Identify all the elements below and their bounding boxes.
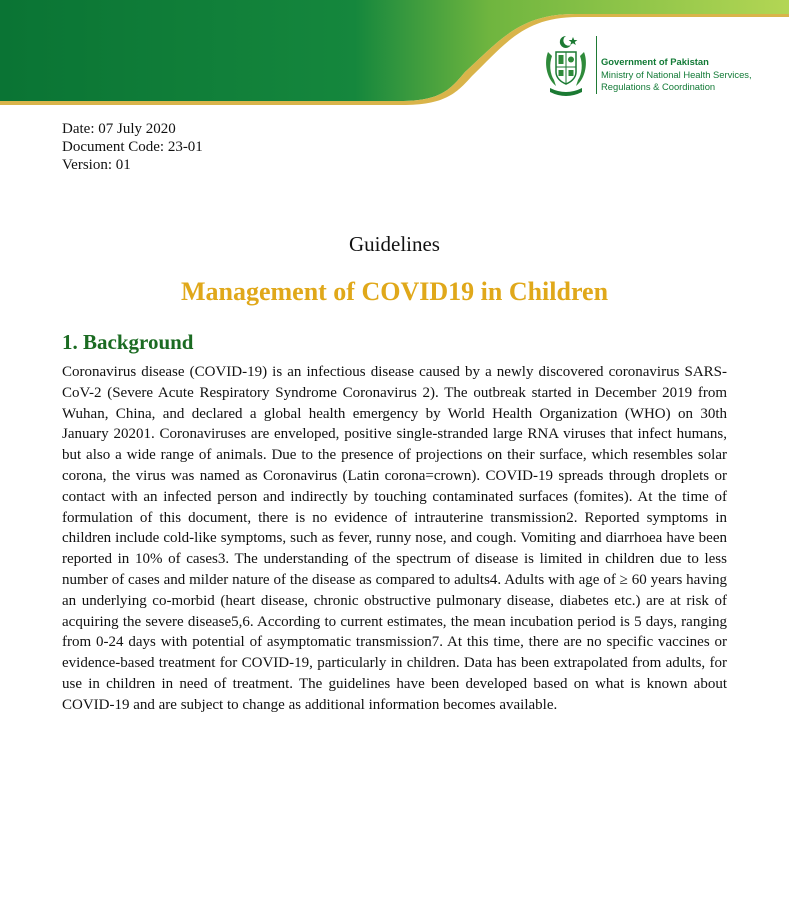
government-logo — [540, 34, 780, 98]
document-code: Document Code: 23-01 — [62, 139, 203, 155]
ministry-line-2: Regulations & Coordination — [601, 81, 716, 92]
logo-divider — [596, 36, 597, 94]
pakistan-state-emblem-icon — [540, 34, 592, 98]
org-name: Government of Pakistan — [601, 56, 709, 67]
ministry-line-1: Ministry of National Health Services, — [601, 68, 752, 80]
section-heading: 1. Background — [62, 330, 194, 354]
document-date: Date: 07 July 2020 — [62, 121, 176, 137]
document-label: Guidelines — [349, 232, 440, 256]
document-title: Management of COVID19 in Children — [180, 277, 609, 306]
document-version: Version: 01 — [62, 157, 131, 173]
government-text — [601, 56, 781, 94]
document-meta — [62, 120, 203, 174]
section-body-paragraph: Coronavirus disease (COVID-19) is an infectious disease caused by a newly discovered coronavirus SARS-CoV-2 (Severe Acute Respiratory Syndrome Coronavirus 2). The outbreak started in December 2019 from Wuhan, China, and declared a global health emergency by World Health Organization (WHO) on 30th January 20201. Coronaviruses are enveloped, positive single-stranded large RNA viruses that infect humans, but also a wide range of animals. Due to the presence of projections on their surface, which resembles solar corona, the virus was named as Coronavirus (Latin corona=crown). COVID-19 spreads through droplets or contact with an infected person and indirectly by touching contaminated surfaces (fomites). At the time of formulation of this document, there is no evidence of intrauterine transmission2. Reported symptoms in children include cold-like symptoms, such as fever, runny nose, and cough. Vomiting and diarrhoea have been reported in 10% of cases3. The understanding of the spectrum of disease is limited in children due to less number of cases and milder nature of the disease as compared to adults4. Adults with age of ≥ 60 years having an underlying co-morbid (heart disease, chronic obstructive pulmonary disease, diabetes etc.) are at risk of acquiring the severe disease5,6. According to current estimates, the mean incubation period is 5 days, ranging from 0-24 days with potential of asymptomatic transmission7. At this time, there are no specific vaccines or evidence-based treatment for COVID-19, particularly in children. Data has been extrapolated from adults, for use in children in need of treatment. The guidelines have been developed based on what is known about COVID-19 and are subject to change as additional information becomes available. — [62, 364, 727, 713]
